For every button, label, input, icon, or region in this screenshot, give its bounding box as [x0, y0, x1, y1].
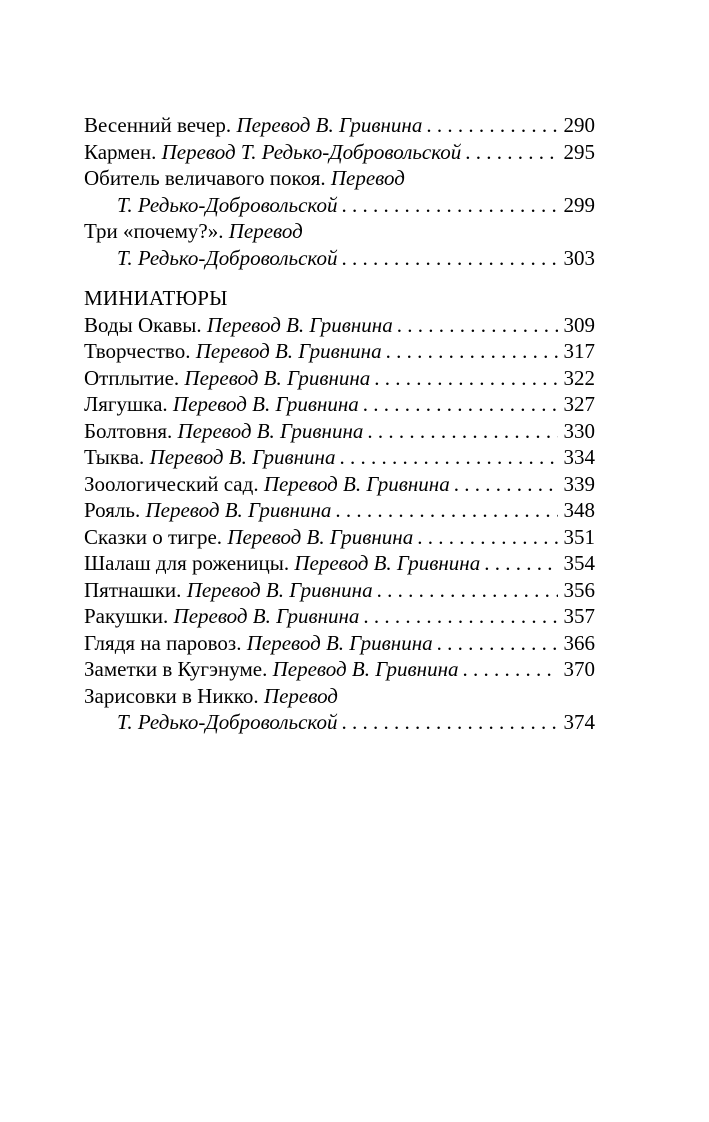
toc-entry[interactable] [84, 550, 595, 577]
toc-entry[interactable] [84, 391, 595, 418]
dot-leader [382, 338, 558, 365]
entry-title: Тыква. [84, 445, 145, 469]
page-number: 322 [563, 365, 595, 390]
entry-translator-line1: Перевод [330, 166, 405, 190]
toc-entry[interactable] [84, 471, 595, 498]
page-number: 354 [563, 551, 595, 575]
entry-title: Сказки о тигре. [84, 524, 223, 549]
dot-leader [337, 709, 557, 736]
toc-entry[interactable] [84, 139, 595, 166]
toc-entry[interactable] [84, 365, 595, 392]
entry-title: Лягушка. [84, 392, 168, 416]
dot-leader [459, 656, 558, 683]
entry-translator: Перевод Т. Редько-Добровольской [161, 139, 462, 164]
toc-entry[interactable] [84, 112, 595, 139]
page-number: 327 [563, 392, 595, 416]
dot-leader [337, 245, 557, 272]
page-number: 334 [563, 445, 595, 469]
dot-leader [363, 418, 557, 445]
toc-entry[interactable] [84, 656, 595, 683]
toc-entry[interactable] [84, 577, 595, 604]
entry-translator: Перевод В. Гривнина [149, 445, 336, 469]
table-of-contents [84, 112, 595, 736]
entry-translator: Перевод В. Гривнина [145, 498, 332, 522]
entry-title: Рояль. [84, 498, 141, 522]
entry-title: Ракушки. [84, 604, 169, 628]
entry-translator: Перевод В. Гривнина [236, 113, 423, 137]
entry-translator-line2: Т. Редько-Добровольской [117, 710, 338, 734]
page-number: 299 [563, 192, 595, 217]
toc-entry[interactable] [84, 683, 595, 736]
entry-title: Кармен. [84, 139, 157, 164]
entry-title: Заметки в Кугэнуме. [84, 657, 268, 681]
entry-title: Обитель величавого покоя. [84, 166, 326, 190]
page-number: 317 [563, 339, 595, 363]
entry-title: Весенний вечер. [84, 113, 232, 137]
entry-title: Зарисовки в Никко. [84, 683, 259, 708]
toc-entry[interactable] [84, 312, 595, 339]
page-number: 351 [563, 524, 595, 549]
entry-translator: Перевод В. Гривнина [177, 418, 364, 443]
page-number: 309 [563, 312, 595, 337]
entry-translator: Перевод В. Гривнина [246, 630, 433, 655]
page-number: 370 [563, 657, 595, 681]
dot-leader [480, 550, 557, 577]
entry-title: Глядя на паровоз. [84, 630, 242, 655]
dot-leader [450, 471, 558, 498]
page-number: 295 [563, 139, 595, 164]
dot-leader [373, 577, 558, 604]
entry-translator: Перевод В. Гривнина [184, 365, 371, 390]
dot-leader [370, 365, 557, 392]
page-number: 366 [563, 630, 595, 655]
dot-leader [331, 497, 557, 524]
toc-entry[interactable] [84, 603, 595, 630]
dot-leader [422, 112, 557, 139]
entry-translator: Перевод В. Гривнина [227, 524, 414, 549]
dot-leader [337, 192, 557, 219]
page-number: 348 [563, 498, 595, 522]
entry-translator: Перевод В. Гривнина [263, 471, 450, 496]
entry-title: Творчество. [84, 339, 191, 363]
page-number: 357 [563, 604, 595, 628]
toc-entry[interactable] [84, 524, 595, 551]
toc-entry[interactable] [84, 165, 595, 218]
entry-title: Воды Окавы. [84, 312, 202, 337]
entry-translator: Перевод В. Гривнина [186, 577, 373, 602]
entry-translator: Перевод В. Гривнина [173, 604, 360, 628]
page-number: 374 [563, 710, 595, 734]
toc-entry[interactable] [84, 418, 595, 445]
toc-entry[interactable] [84, 218, 595, 271]
entry-translator-line1: Перевод [228, 219, 303, 243]
section-heading: МИНИАТЮРЫ [84, 286, 228, 310]
dot-leader [461, 139, 557, 166]
page-number: 290 [563, 113, 595, 137]
entry-translator-line2: Т. Редько-Добровольской [117, 192, 338, 217]
toc-entry[interactable] [84, 630, 595, 657]
entry-translator-line2: Т. Редько-Добровольской [117, 245, 338, 270]
page-number: 303 [563, 245, 595, 270]
dot-leader [359, 603, 557, 630]
toc-entry[interactable] [84, 497, 595, 524]
page-number: 339 [563, 471, 595, 496]
entry-translator: Перевод В. Гривнина [294, 551, 481, 575]
entry-title: Три «почему?». [84, 219, 224, 243]
page-number: 330 [563, 418, 595, 443]
entry-translator: Перевод В. Гривнина [195, 339, 382, 363]
entry-translator: Перевод В. Гривнина [272, 657, 459, 681]
entry-title: Отплытие. [84, 365, 180, 390]
page-number: 356 [563, 577, 595, 602]
entry-title: Зоологический сад. [84, 471, 259, 496]
toc-entry[interactable] [84, 338, 595, 365]
dot-leader [335, 444, 557, 471]
dot-leader [413, 524, 557, 551]
entry-title: Пятнашки. [84, 577, 182, 602]
entry-title: Шалаш для роженицы. [84, 551, 290, 575]
dot-leader [433, 630, 558, 657]
dot-leader [393, 312, 558, 339]
dot-leader [359, 391, 558, 418]
entry-title: Болтовня. [84, 418, 173, 443]
entry-translator: Перевод В. Гривнина [206, 312, 393, 337]
entry-translator: Перевод В. Гривнина [172, 392, 359, 416]
toc-entry[interactable] [84, 444, 595, 471]
entry-translator-line1: Перевод [263, 683, 338, 708]
